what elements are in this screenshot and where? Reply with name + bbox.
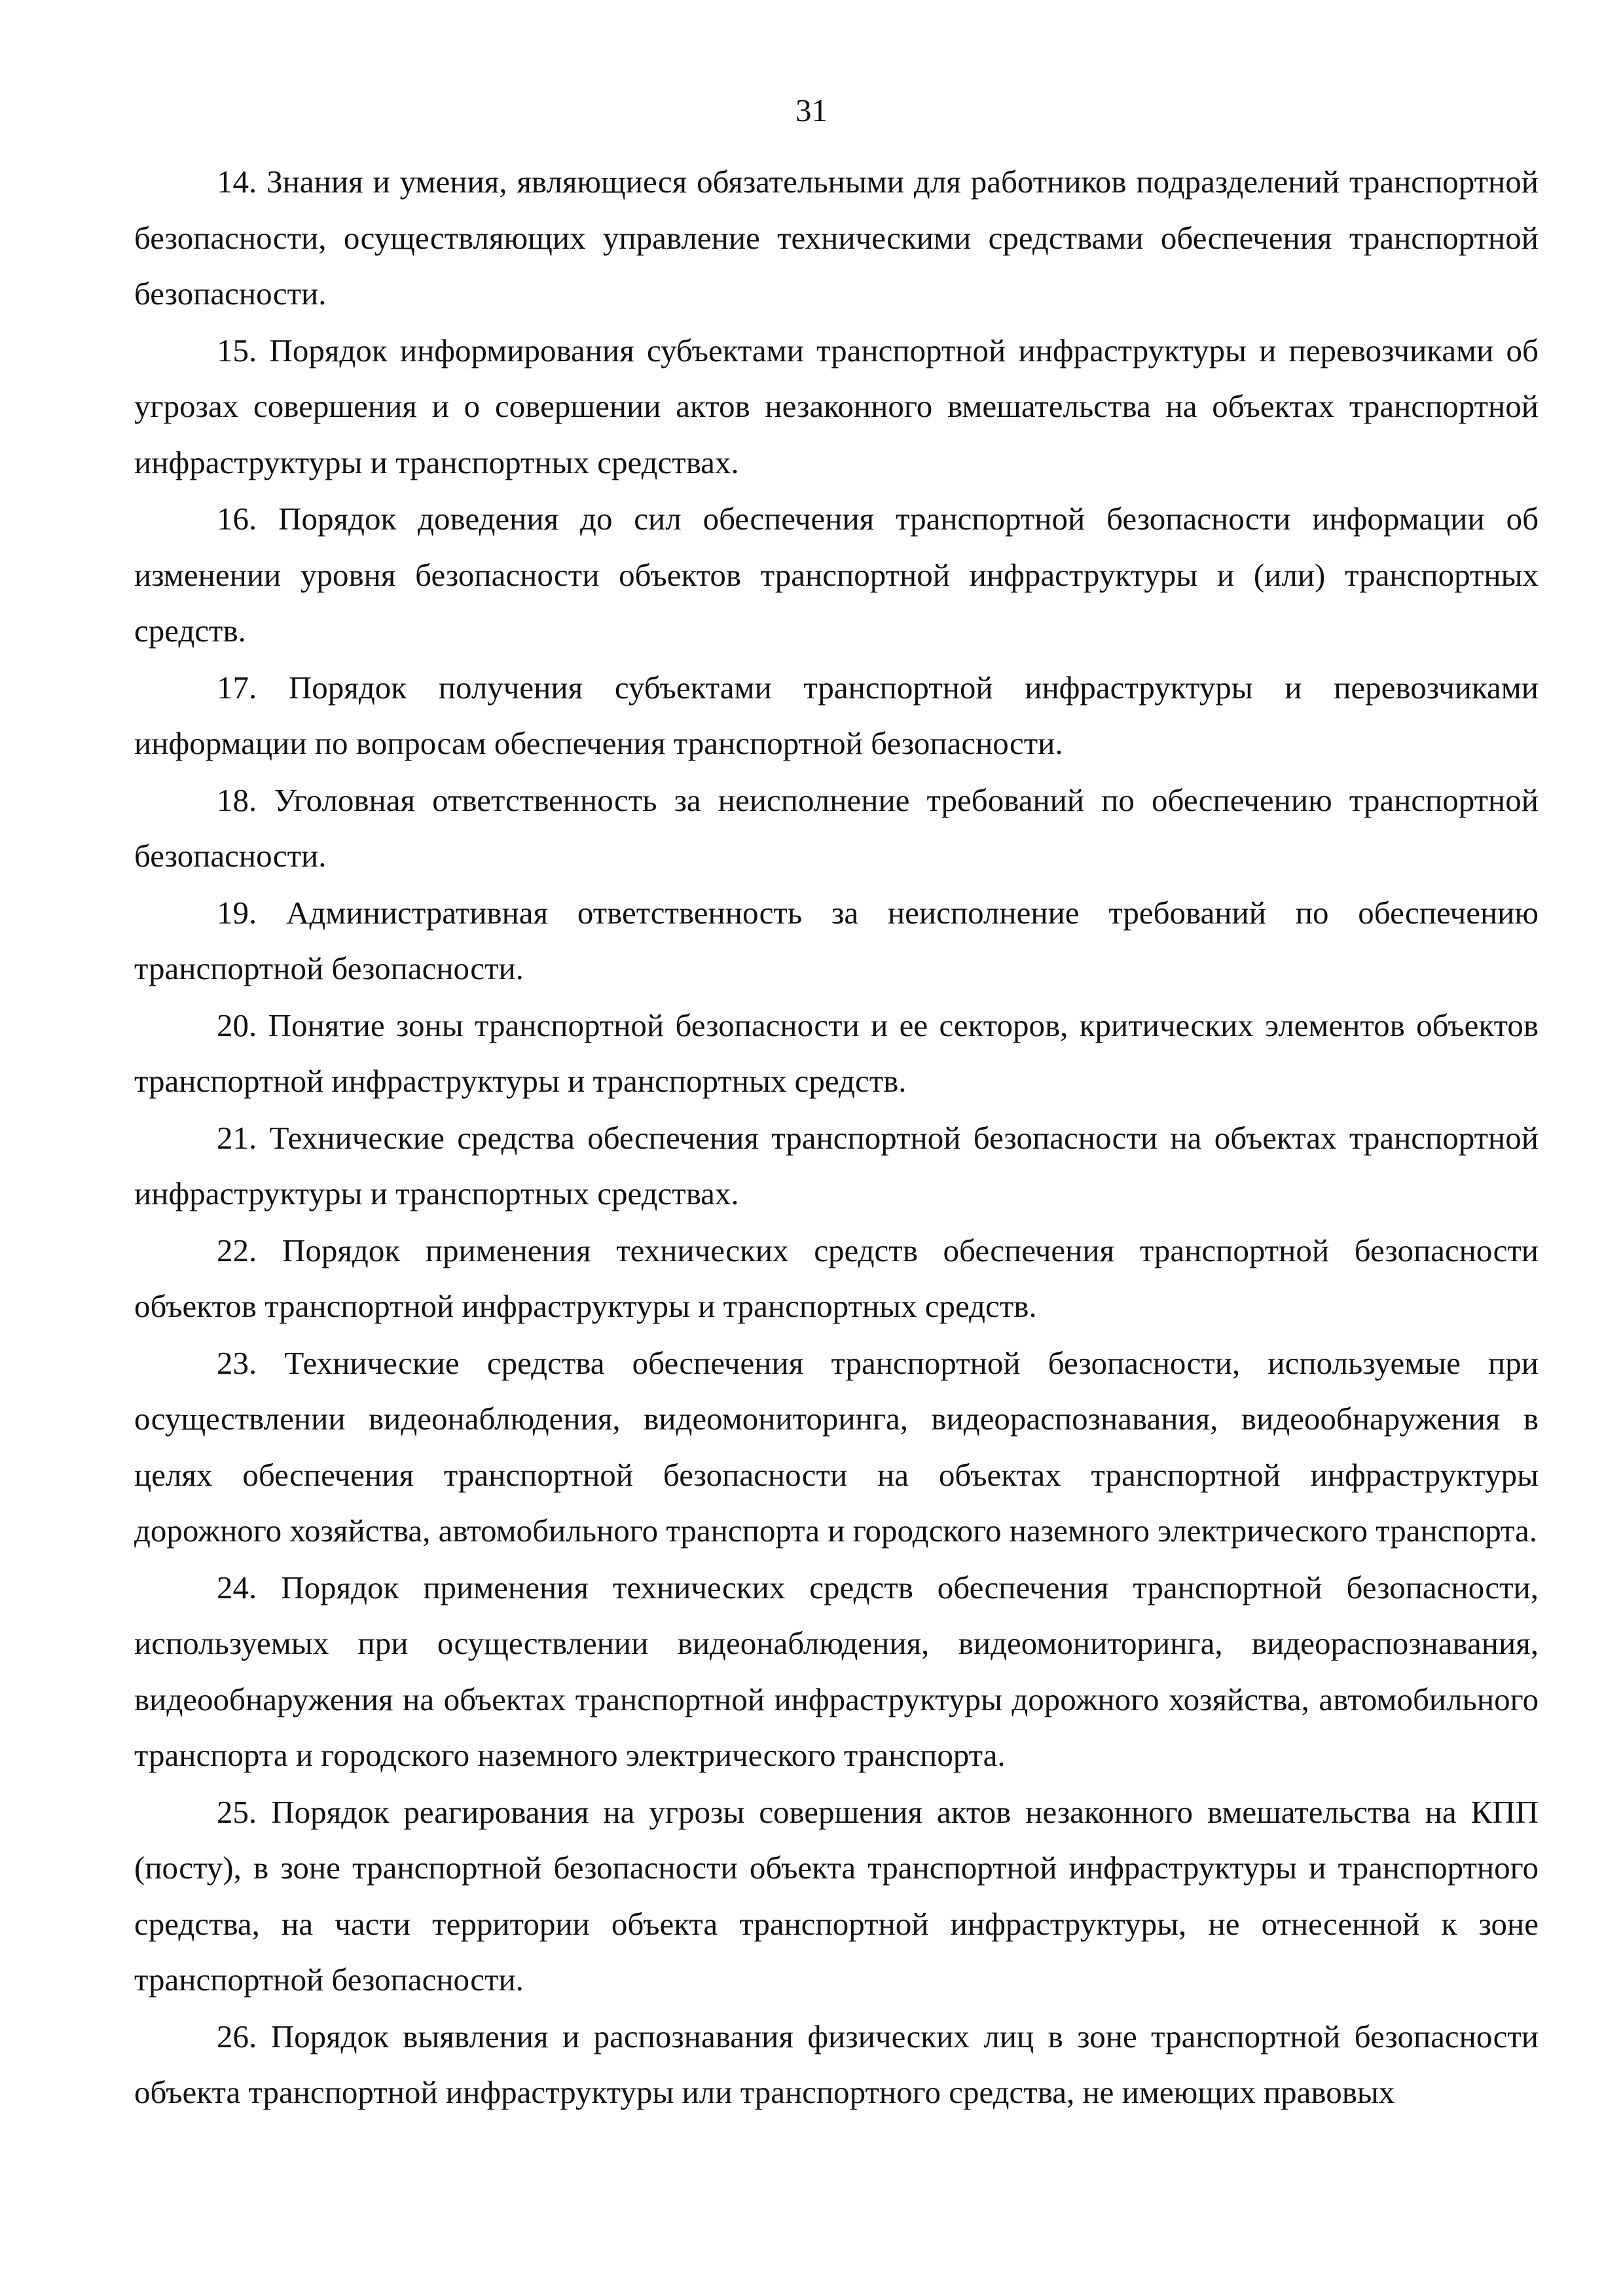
paragraph-25: 25. Порядок реагирования на угрозы совершения актов незаконного вмешательства на КПП (посту), в зоне транспортной безопасности объекта транспортной инфраструктуры и транспортного средства, на части территории объекта транспортной инфраструктуры, не отнесенной к зоне транспортной безопасности. xyxy=(134,1793,1539,1998)
page-number: 31 xyxy=(795,92,828,128)
paragraph-22: 22. Порядок применения технических средств обеспечения транспортной безопасности объектов транспортной инфраструктуры и транспортных средств. xyxy=(134,1232,1539,1324)
paragraph-23: 23. Технические средства обеспечения транспортной безопасности, используемые при осуществлении видеонаблюдения, видеомониторинга, видеораспознавания, видеообнаружения в целях обеспечения транспортной безопасности на объектах транспортной инфраструктуры дорожного хозяйства, автомобильного транспорта и городского наземного электрического транспорта. xyxy=(134,1344,1539,1549)
paragraph-18: 18. Уголовная ответственность за неисполнение требований по обеспечению транспортной безопасности. xyxy=(134,781,1539,874)
paragraph-20: 20. Понятие зоны транспортной безопасности и ее секторов, критических элементов объектов транспортной инфраструктуры и транспортных средств. xyxy=(134,1007,1539,1099)
paragraph-21: 21. Технические средства обеспечения транспортной безопасности на объектах транспортной инфраструктуры и транспортных средствах. xyxy=(134,1119,1539,1211)
paragraph-26: 26. Порядок выявления и распознавания физических лиц в зоне транспортной безопасности объекта транспортной инфраструктуры или транспортного средства, не имеющих правовых xyxy=(134,2018,1539,2110)
paragraph-15: 15. Порядок информирования субъектами транспортной инфраструктуры и перевозчиками об угрозах совершения и о совершении актов незаконного вмешательства на объектах транспортной инфраструктуры и транспортных средствах. xyxy=(134,332,1539,480)
paragraph-19: 19. Административная ответственность за неисполнение требований по обеспечению транспортной безопасности. xyxy=(134,894,1539,986)
paragraph-14: 14. Знания и умения, являющиеся обязательными для работников подразделений транспортной безопасности, осуществляющих управление техническими средствами обеспечения транспортной безопасности. xyxy=(134,164,1539,312)
paragraph-17: 17. Порядок получения субъектами транспортной инфраструктуры и перевозчиками информации по вопросам обеспечения транспортной безопасности. xyxy=(134,669,1539,761)
paragraph-16: 16. Порядок доведения до сил обеспечения транспортной безопасности информации об изменении уровня безопасности объектов транспортной инфраструктуры и (или) транспортных средств. xyxy=(134,501,1539,649)
document-body xyxy=(134,154,1539,2121)
paragraph-24: 24. Порядок применения технических средств обеспечения транспортной безопасности, используемых при осуществлении видеонаблюдения, видеомониторинга, видеораспознавания, видеообнаружения на объектах транспортной инфраструктуры дорожного хозяйства, автомобильного транспорта и городского наземного электрического транспорта. xyxy=(134,1569,1539,1773)
